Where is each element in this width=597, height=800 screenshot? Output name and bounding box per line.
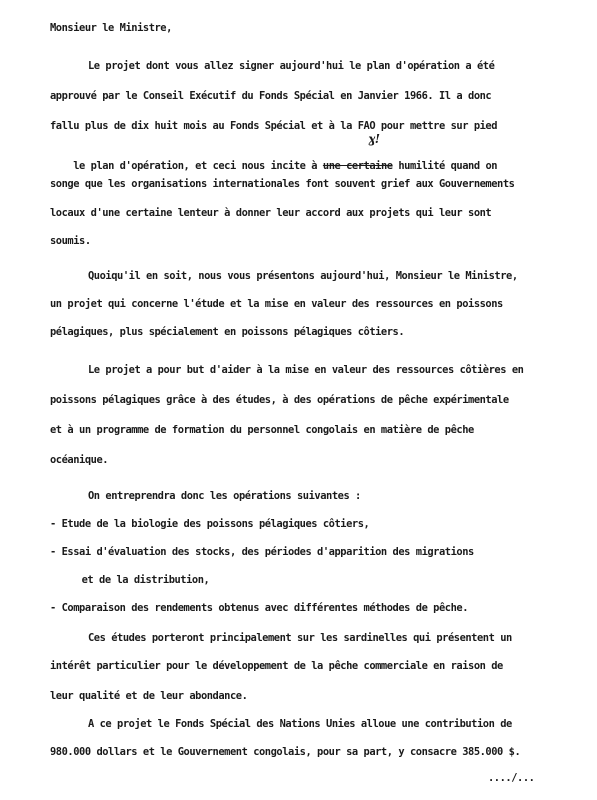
paragraph-2-line-3: pélagiques, plus spécialement en poissons pélagiques côtiers. (50, 326, 405, 338)
paragraph-3-line-3: et à un programme de formation du personnel congolais en matière de pêche (50, 424, 474, 436)
line-4-after: humilité quand on (392, 160, 498, 172)
paragraph-2-line-2: un projet qui concerne l'étude et la mise en valeur des ressources en poissons (50, 298, 503, 310)
operations-intro: On entreprendra donc les opérations suivantes : (88, 490, 361, 502)
list-item-1: - Etude de la biologie des poissons pélagiques côtiers, (50, 518, 370, 530)
paragraph-3-line-2: poissons pélagiques grâce à des études, à des opérations de pêche expérimentale (50, 394, 509, 406)
list-item-2-continued: et de la distribution, (70, 574, 210, 586)
paragraph-6-line-2: 980.000 dollars et le Gouvernement congolais, pour sa part, y consacre 385.000 $. (50, 746, 521, 758)
paragraph-1-line-2: approuvé par le Conseil Exécutif du Fonds Spécial en Janvier 1966. Il a donc (50, 90, 492, 102)
paragraph-5-line-2: intérêt particulier pour le développement de la pêche commerciale en raison de (50, 660, 503, 672)
paragraph-1-line-6: locaux d'une certaine lenteur à donner leur accord aux projets qui leur sont (50, 207, 492, 219)
handwritten-mark: ɣ! (368, 132, 380, 146)
paragraph-5-line-1: Ces études porteront principalement sur les sardinelles qui présentent un (88, 632, 512, 644)
line-4-before: le plan d'opération, et ceci nous incite à (73, 160, 323, 172)
paragraph-5-line-3: leur qualité et de leur abondance. (50, 690, 248, 702)
paragraph-1-line-7: soumis. (50, 235, 91, 247)
paragraph-3-line-4: océanique. (50, 454, 109, 466)
paragraph-1-line-3: fallu plus de dix huit mois au Fonds Spécial et à la FAO pour mettre sur pied (50, 120, 498, 132)
salutation: Monsieur le Ministre, (50, 22, 172, 34)
paragraph-3-line-1: Le projet a pour but d'aider à la mise en valeur des ressources côtières en (88, 364, 524, 376)
continuation-mark: ..../... (488, 772, 535, 784)
struck-text: une certaine (322, 160, 393, 172)
paragraph-2-line-1: Quoiqu'il en soit, nous vous présentons aujourd'hui, Monsieur le Ministre, (88, 270, 518, 282)
paragraph-1-line-1: Le projet dont vous allez signer aujourd'hui le plan d'opération a été (88, 60, 495, 72)
paragraph-6-line-1: A ce projet le Fonds Spécial des Nations Unies alloue une contribution de (88, 718, 512, 730)
list-item-2: - Essai d'évaluation des stocks, des périodes d'apparition des migrations (50, 546, 474, 558)
list-item-3: - Comparaison des rendements obtenus avec différentes méthodes de pêche. (50, 602, 469, 614)
paragraph-1-line-5: songe que les organisations internationales font souvent grief aux Gouvernements (50, 178, 515, 190)
